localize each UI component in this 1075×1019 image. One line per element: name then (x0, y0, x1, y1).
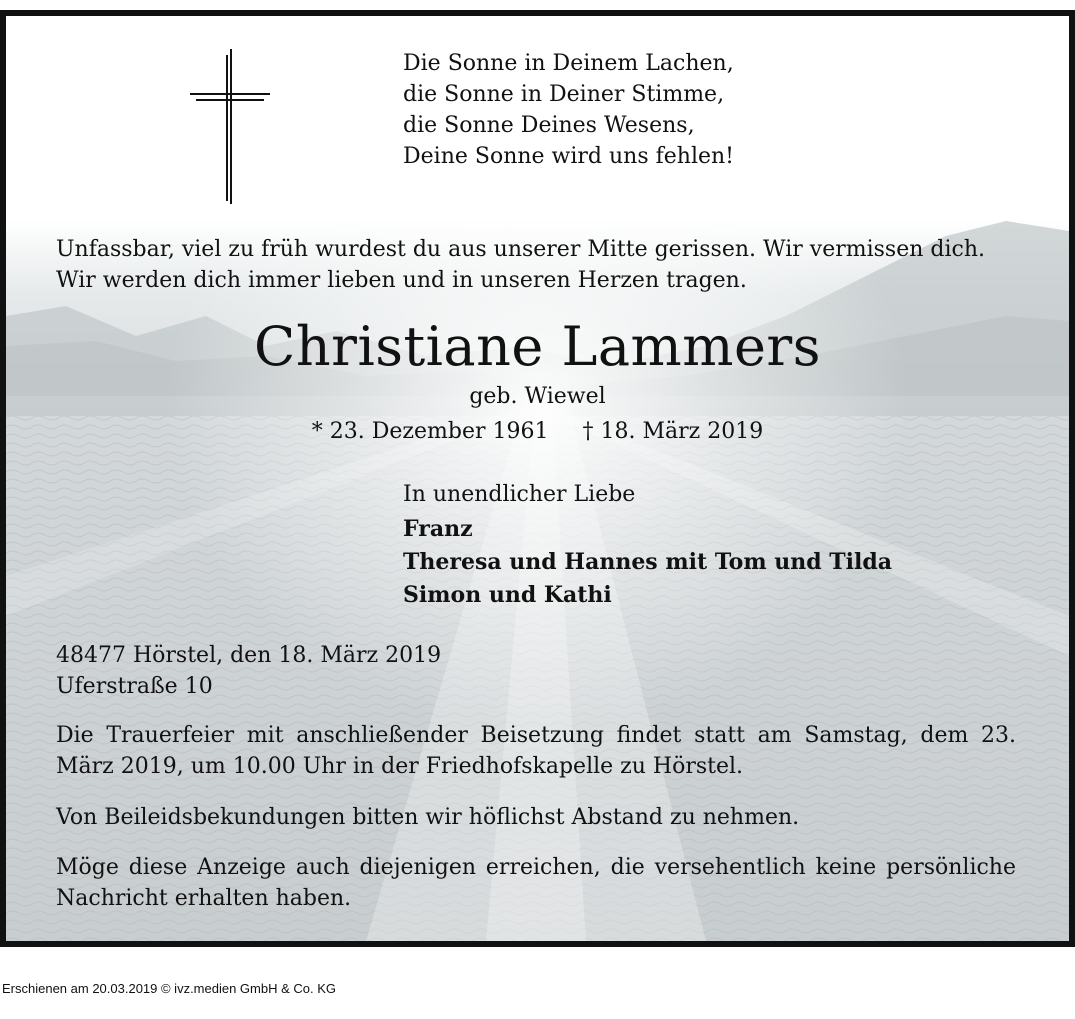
maiden-name: geb. Wiewel (469, 384, 606, 409)
poem (403, 48, 734, 172)
funeral-paragraph: Die Trauerfeier mit anschließender Beisetzung findet statt am Samstag, dem 23. März 2019, um 10.00 Uhr in der Friedhofskapelle zu Hörstel. (56, 723, 1016, 779)
intro-text (56, 234, 1021, 296)
mourner-name: Theresa und Hannes mit Tom und Tilda (403, 549, 893, 575)
birth-date: * 23. Dezember 1961 (311, 419, 549, 444)
mourner-name: Simon und Kathi (403, 582, 612, 608)
deceased-name: Christiane Lammers (254, 315, 821, 378)
intro-line: Unfassbar, viel zu früh wurdest du aus unserer Mitte gerissen. Wir vermissen dich. (56, 237, 986, 262)
condolences-paragraph: Von Beileidsbekundungen bitten wir höflichst Abstand zu nehmen. (56, 805, 800, 830)
place-date: 48477 Hörstel, den 18. März 2019 (56, 643, 442, 668)
death-date: † 18. März 2019 (582, 419, 764, 444)
mourners (403, 478, 892, 612)
cross-icon (186, 49, 276, 204)
intro-line: Wir werden dich immer lieben und in unseren Herzen tragen. (56, 268, 747, 293)
notice-paragraph: Möge diese Anzeige auch diejenigen erreichen, die versehentlich keine persönliche Nachricht erhalten haben. (56, 855, 1016, 911)
address (56, 640, 441, 702)
publication-footer: Erschienen am 20.03.2019 © ivz.medien GmbH & Co. KG (2, 981, 337, 996)
obituary-frame (0, 10, 1075, 947)
mourner-name: Franz (403, 516, 473, 542)
street: Uferstraße 10 (56, 674, 213, 699)
life-dates (6, 417, 1069, 447)
mourners-lead: In unendlicher Liebe (403, 482, 636, 507)
poem-line: die Sonne in Deiner Stimme, (403, 82, 725, 107)
poem-line: Deine Sonne wird uns fehlen! (403, 144, 735, 169)
poem-line: Die Sonne in Deinem Lachen, (403, 51, 734, 76)
poem-line: die Sonne Deines Wesens, (403, 113, 695, 138)
